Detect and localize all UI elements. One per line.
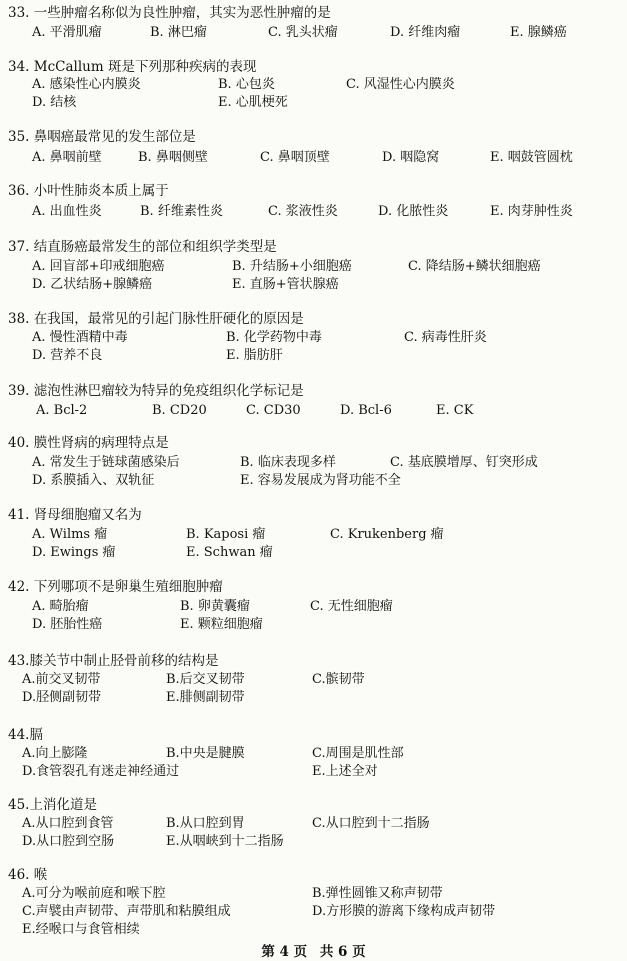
page-total: 共 6 页 [319,944,366,960]
option-e: E. 腺鳞癌 [510,25,567,40]
question-stem: 46. 喉 [8,867,48,883]
option-a: A. 常发生于链球菌感染后 [32,455,180,470]
option-d: D. 纤维肉瘤 [390,25,461,40]
question-stem: 42. 下列哪项不是卵巢生殖细胞肿瘤 [8,579,223,595]
option-c: C. 基底膜增厚、钉突形成 [390,455,538,470]
option-d: D. 乙状结肠+腺鳞癌 [32,277,153,292]
option-c: C.声襞由声韧带、声带肌和粘膜组成 [22,904,231,919]
option-d: D.食管裂孔有迷走神经通过 [22,764,180,779]
option-b: B. 鼻咽侧壁 [138,150,208,165]
option-e: E. 容易发展成为肾功能不全 [240,473,401,488]
option-c: C. 乳头状瘤 [268,25,338,40]
option-a: A. 感染性心内膜炎 [32,77,141,92]
option-c: C. Krukenberg 瘤 [330,527,444,542]
option-b: B. 临床表现多样 [240,455,336,470]
option-e: E. 咽鼓管圆枕 [490,150,573,165]
option-b: B.弹性圆锥又称声韧带 [312,886,443,901]
option-e: E. CK [436,403,474,418]
option-d: D. Bcl-6 [340,403,392,418]
page-footer [0,940,627,960]
option-c: C. 浆液性炎 [268,204,338,219]
question-stem: 43.膝关节中制止胫骨前移的结构是 [8,653,219,669]
option-e: E.从咽峡到十二指肠 [166,834,284,849]
option-b: B. 卵黄囊瘤 [180,599,250,614]
option-e: E.经喉口与食管相续 [22,922,140,937]
option-b: B. Kaposi 瘤 [186,527,266,542]
option-a: A. 鼻咽前壁 [32,150,102,165]
option-b: B. 纤维素性炎 [140,204,223,219]
option-d: D. 化脓性炎 [378,204,449,219]
option-d: D. 咽隐窝 [382,150,440,165]
option-b: B. 心包炎 [218,77,275,92]
option-c: C. 鼻咽顶壁 [260,150,330,165]
option-a: A.前交叉韧带 [22,672,101,687]
question-stem: 35. 鼻咽癌最常见的发生部位是 [8,129,196,145]
option-d: D.从口腔到空肠 [22,834,115,849]
option-d: D.胫侧副韧带 [22,690,102,705]
question-stem: 36. 小叶性肺炎本质上属于 [8,183,169,199]
option-b: B.中央是腱膜 [166,746,245,761]
option-a: A. Bcl-2 [36,403,88,418]
question-stem: 34. McCallum 斑是下列那种疾病的表现 [8,59,257,75]
option-b: B.从口腔到胃 [166,816,245,831]
question-stem: 39. 滤泡性淋巴瘤较为特异的免疫组织化学标记是 [8,383,304,399]
option-d: D.方形膜的游离下缘构成声韧带 [312,904,496,919]
option-d: D. 营养不良 [32,348,103,363]
option-a: A. 平滑肌瘤 [32,25,102,40]
option-a: A.可分为喉前庭和喉下腔 [22,886,166,901]
question-stem: 33. 一些肿瘤名称似为良性肿瘤，其实为恶性肿瘤的是 [8,5,331,21]
question-stem: 40. 膜性肾病的病理特点是 [8,435,169,451]
option-e: E. 颗粒细胞瘤 [180,617,263,632]
question-stem: 41. 肾母细胞瘤又名为 [8,507,142,523]
option-e: E. Schwan 瘤 [186,545,273,560]
option-b: B. 淋巴瘤 [150,25,207,40]
question-stem: 44.膈 [8,727,43,743]
question-stem: 38. 在我国，最常见的引起门脉性肝硬化的原因是 [8,311,304,327]
option-a: A.向上膨隆 [22,746,88,761]
option-e: E. 脂肪肝 [226,348,283,363]
option-a: A. 回盲部+印戒细胞癌 [32,259,165,274]
option-a: A. 慢性酒精中毒 [32,330,128,345]
option-e: E.腓侧副韧带 [166,690,245,705]
option-e: E. 直肠+管状腺癌 [232,277,339,292]
option-c: C.髌韧带 [312,672,365,687]
page-number: 第 4 页 [261,944,308,960]
option-d: D. 胚胎性癌 [32,617,103,632]
option-d: D. Ewings 瘤 [32,545,116,560]
option-a: A.从口腔到食管 [22,816,114,831]
question-stem: 45.上消化道是 [8,797,97,813]
option-a: A. 出血性炎 [32,204,102,219]
option-e: E.上述全对 [312,764,378,779]
option-a: A. 畸胎瘤 [32,599,89,614]
option-e: E. 心肌梗死 [218,95,288,110]
option-e: E. 肉芽肿性炎 [490,204,573,219]
option-b: B. CD20 [152,403,207,418]
question-stem: 37. 结直肠癌最常发生的部位和组织学类型是 [8,239,277,255]
option-c: C. 降结肠+鳞状细胞癌 [408,259,541,274]
option-c: C. 病毒性肝炎 [404,330,487,345]
option-a: A. Wilms 瘤 [32,527,108,542]
option-d: D. 结核 [32,95,77,110]
option-c: C. 风湿性心内膜炎 [346,77,455,92]
option-c: C.周围是肌性部 [312,746,404,761]
option-c: C.从口腔到十二指肠 [312,816,430,831]
option-c: C. CD30 [246,403,301,418]
option-c: C. 无性细胞瘤 [310,599,393,614]
option-b: B. 升结肠+小细胞癌 [232,259,352,274]
option-d: D. 系膜插入、双轨征 [32,473,155,488]
option-b: B.后交叉韧带 [166,672,245,687]
option-b: B. 化学药物中毒 [226,330,322,345]
